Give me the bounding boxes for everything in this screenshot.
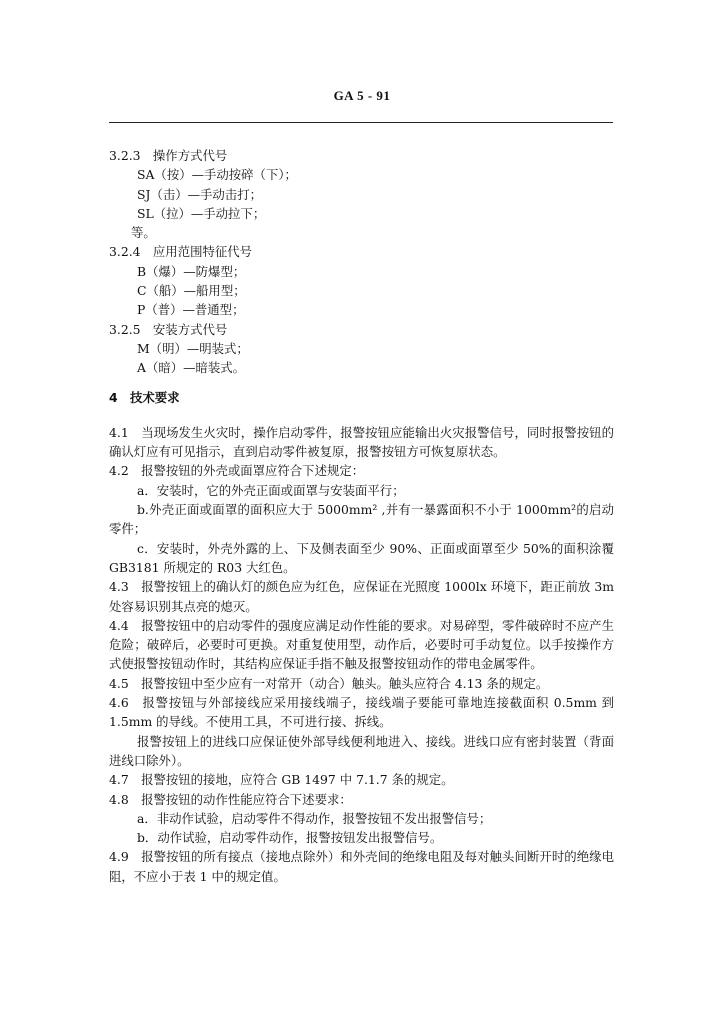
clause-4-3: 4.3 报警按钮上的确认灯的颜色应为红色，应保证在光照度 1000lx 环境下，距正前放 3m 处容易识别其点亮的熄灭。: [109, 579, 614, 614]
clause-4-2-title: 4.2 报警按钮的外壳或面罩应符合下述规定：: [109, 463, 365, 479]
list-item: SA（按）—手动按碎（下）；: [137, 167, 297, 183]
clause-4-8-a: a．非动作试验，启动零件不得动作，报警按钮不发出报警信号；: [137, 810, 492, 826]
document-body: [109, 146, 614, 886]
document-code-header: GA 5 - 91: [333, 88, 391, 103]
list-etc: 等。: [131, 225, 156, 241]
clause-4-2-c: c．安装时，外壳外露的上、下及侧表面至少 90%、正面或面罩至少 50%的面积涂覆 GB3181 所规定的 R03 大红色。: [109, 540, 614, 575]
clause-4-9: 4.9 报警按钮的所有接点（接地点除外）和外壳间的绝缘电阻及每对触头间断开时的绝缘电阻，不应小于表 1 中的规定值。: [109, 849, 614, 884]
clause-4-2-a: a．安装时，它的外壳正面或面罩与安装面平行；: [137, 482, 405, 498]
section-3-2-4-title: 3.2.4 应用范围特征代号: [109, 244, 253, 260]
clause-4-1: 4.1 当现场发生火灾时，操作启动零件，报警按钮应能输出火灾报警信号，同时报警按钮的确认灯应有可见指示，直到启动零件被复原，报警按钮方可恢复原状态。: [109, 424, 614, 460]
clause-4-2-b: b.外壳正面或面罩的面积应大于 5000mm² ,并有一暴露面积不小于 1000mm²的启动零件；: [109, 502, 614, 537]
header-rule: [109, 122, 613, 123]
section-3-2-5-title: 3.2.5 安装方式代号: [109, 321, 228, 337]
clause-4-8-b: b．动作试验，启动零件动作，报警按钮发出报警信号。: [137, 830, 443, 846]
list-item: M（明）—明装式；: [137, 340, 249, 356]
clause-4-6-inlet: 报警按钮上的进线口应保证使外部导线便利地进入、接线。进线口应有密封装置（背面进线口除外）。: [109, 733, 614, 768]
list-item: SL（拉）—手动拉下；: [137, 205, 266, 221]
list-item: P（普）—普通型；: [137, 302, 245, 318]
list-item: SJ（击）—手动击打；: [137, 186, 262, 202]
section-4-heading: 4 技术要求: [109, 389, 180, 405]
clause-4-8-title: 4.8 报警按钮的动作性能应符合下述要求：: [109, 791, 352, 807]
clause-4-5: 4.5 报警按钮中至少应有一对常开（动合）触头。触头应符合 4.13 条的规定。: [109, 675, 549, 691]
list-item: B（爆）—防爆型；: [137, 263, 246, 279]
list-item: C（船）—船用型；: [137, 283, 246, 299]
clause-4-6: 4.6 报警按钮与外部接线应采用接线端子，接线端子要能可靠地连接截面积 0.5mm 到 1.5mm 的导线。不使用工具，不可进行接、拆线。: [109, 695, 614, 730]
clause-4-4: 4.4 报警按钮中的启动零件的强度应满足动作性能的要求。对易碎型，零件破碎时不应产生危险；破碎后，必要时可更换。对重复使用型，动作后，必要时可手动复位。以手按操作方式使报警按钮动作时，其结构应保证手指不触及报警按钮动作的带电金属零件。: [109, 617, 614, 672]
list-item: A（暗）—暗装式。: [137, 360, 246, 376]
section-3-2-3-title: 3.2.3 操作方式代号: [109, 148, 228, 163]
clause-4-7: 4.7 报警按钮的接地，应符合 GB 1497 中 7.1.7 条的规定。: [109, 772, 454, 788]
